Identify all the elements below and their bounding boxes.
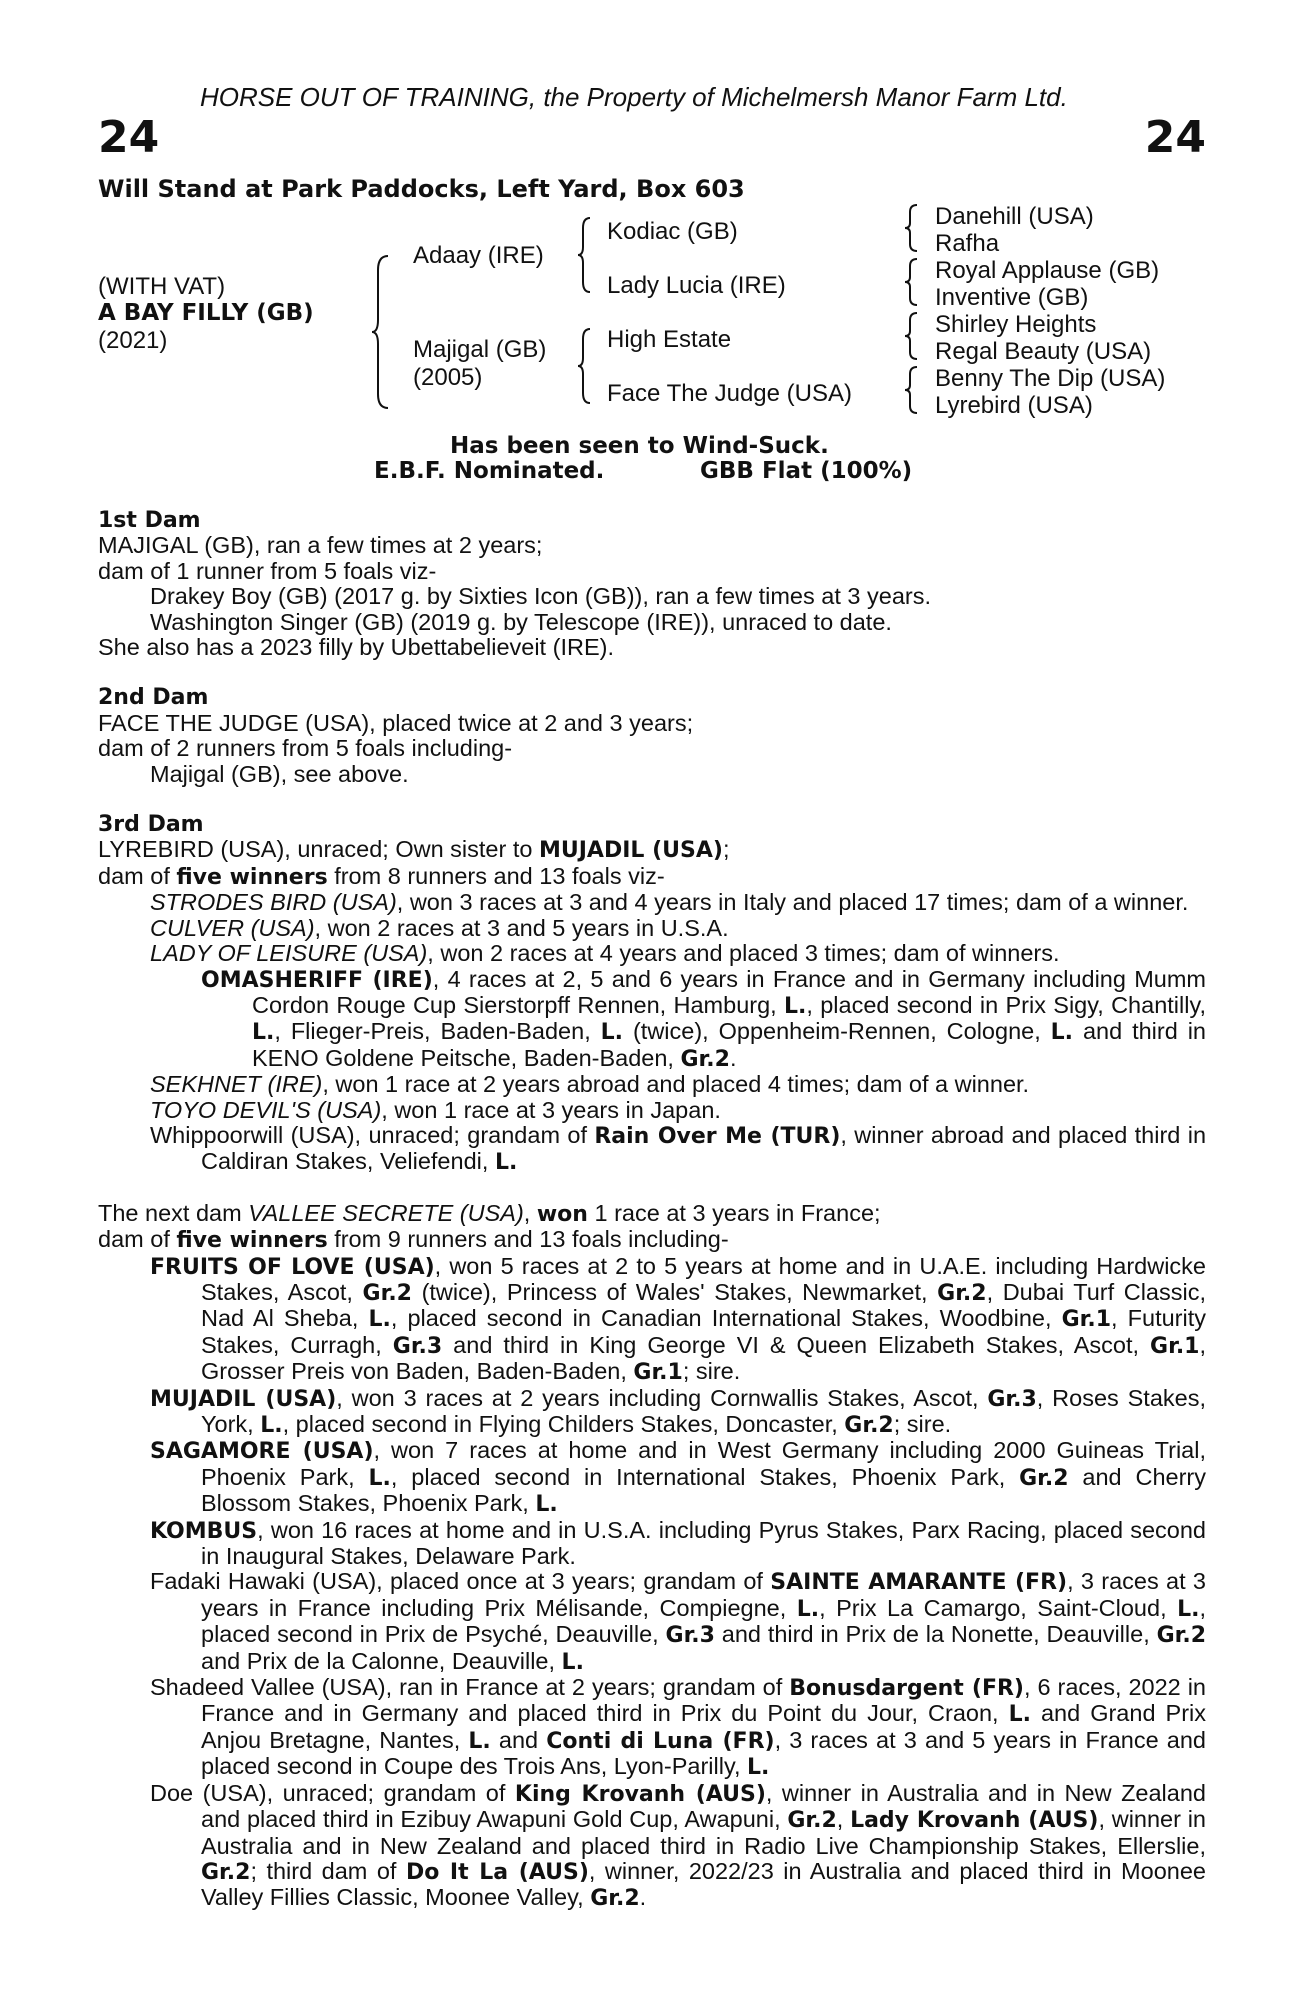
progeny-line: Washington Singer (GB) (2019 g. by Telescope (IRE)), unraced to date.	[150, 608, 892, 635]
g3-name: Danehill (USA)	[935, 203, 1094, 230]
dam-year: (2005)	[413, 364, 483, 391]
dam-dam-name: Face The Judge (USA)	[607, 380, 853, 407]
progeny-line: Drakey Boy (GB) (2017 g. by Sixties Icon (GB)), ran a few times at 3 years.	[150, 583, 931, 610]
g3-name: Inventive (GB)	[935, 284, 1089, 311]
page-header-title: HORSE OUT OF TRAINING, the Property of Michelmersh Manor Farm Ltd.	[200, 82, 1068, 112]
next-dam-line: The next dam VALLEE SECRETE (USA), won 1 race at 3 years in France;	[98, 1199, 881, 1227]
progeny-entry: TOYO DEVIL'S (USA), won 1 race at 3 years in Japan.	[150, 1096, 721, 1123]
progeny-entry: KOMBUS, won 16 races at home and in U.S.A. including Pyrus Stakes, Parx Racing, placed second in Inaugural Stakes, Delaware Park.	[150, 1516, 1206, 1570]
pedigree-bracket-sire	[578, 216, 592, 294]
second-dam-heading: 2nd Dam	[98, 685, 209, 711]
lot-number-right: 24	[1144, 112, 1206, 163]
sire-name: Adaay (IRE)	[413, 242, 544, 269]
g3-name: Benny The Dip (USA)	[935, 365, 1166, 392]
pedigree-bracket-g3-3	[905, 311, 919, 361]
dam-line: dam of 2 runners from 5 foals including-	[98, 735, 513, 762]
g3-name: Regal Beauty (USA)	[935, 338, 1152, 365]
dam-line: dam of five winners from 8 runners and 13 foals viz-	[98, 862, 665, 890]
dam-line: MAJIGAL (GB), ran a few times at 2 years;	[98, 532, 543, 559]
first-dam-heading: 1st Dam	[98, 508, 201, 533]
progeny-entry: Doe (USA), unraced; grandam of King Krovanh (AUS), winner in Australia and in New Zealand and placed third in Ezibuy Awapuni Gold Cup, Awapuni, Gr.2, Lady Krovanh (AUS), winner in Australia and in New Zealand and placed third in Radio Live Championship Stakes, Ellerslie, Gr.2; third dam of Do It La (AUS), winner, 2022/23 in Australia and placed third in Moonee Valley Fillies Classic, Moonee Valley, Gr.2.	[150, 1779, 1206, 1912]
horse-name: A BAY FILLY (GB)	[98, 300, 314, 326]
gbb-note: GBB Flat (100%)	[700, 458, 913, 484]
progeny-entry: STRODES BIRD (USA), won 3 races at 3 and 4 years in Italy and placed 17 times; dam of a winner.	[150, 889, 1189, 916]
dam-line: dam of five winners from 9 runners and 13 foals including-	[98, 1226, 729, 1254]
grandprogeny-entry: OMASHERIFF (IRE), 4 races at 2, 5 and 6 years in France and in Germany including Mumm Cordon Rouge Cup Sierstorpff Rennen, Hamburg, L., placed second in Prix Sigy, Chantilly, L., Flieger-Preis, Baden-Baden, L. (twice), Oppenheim-Rennen, Cologne, L. and third in KENO Goldene Peitsche, Baden-Baden, Gr.2.	[201, 965, 1207, 1072]
g3-name: Shirley Heights	[935, 311, 1097, 338]
progeny-line: Majigal (GB), see above.	[150, 760, 409, 787]
dam-line: FACE THE JUDGE (USA), placed twice at 2 and 3 years;	[98, 709, 694, 736]
progeny-entry: MUJADIL (USA), won 3 races at 2 years including Cornwallis Stakes, Ascot, Gr.3, Roses Stakes, York, L., placed second in Flying Childers Stakes, Doncaster, Gr.2; sire.	[150, 1384, 1206, 1438]
progeny-entry: LADY OF LEISURE (USA), won 2 races at 4 years and placed 3 times; dam of winners.	[150, 940, 1060, 967]
pedigree-bracket-g3-2	[905, 257, 919, 307]
dam-name: Majigal (GB)	[413, 336, 547, 363]
progeny-entry: Shadeed Vallee (USA), ran in France at 2 years; grandam of Bonusdargent (FR), 6 races, 2022 in France and in Germany and placed third in Prix du Point du Jour, Craon, L. and Grand Prix Anjou Bretagne, Nantes, L. and Conti di Luna (FR), 3 races at 3 and 5 years in France and placed second in Coupe des Trois Ans, Lyon-Parilly, L.	[150, 1674, 1206, 1781]
progeny-entry: Whippoorwill (USA), unraced; grandam of Rain Over Me (TUR), winner abroad and placed third in Caldiran Stakes, Veliefendi, L.	[150, 1121, 1207, 1176]
stand-location: Will Stand at Park Paddocks, Left Yard, Box 603	[98, 175, 745, 203]
g3-name: Royal Applause (GB)	[935, 257, 1160, 284]
third-dam-heading: 3rd Dam	[98, 812, 204, 838]
sire-dam-name: Lady Lucia (IRE)	[607, 272, 786, 299]
pedigree-bracket-g3-4	[905, 365, 919, 415]
horse-year: (2021)	[98, 327, 168, 354]
catalogue-body	[98, 508, 1206, 1912]
sire-sire-name: Kodiac (GB)	[607, 218, 738, 245]
progeny-entry: FRUITS OF LOVE (USA), won 5 races at 2 to 5 years at home and in U.A.E. including Hardwicke Stakes, Ascot, Gr.2 (twice), Princess of Wales' Stakes, Newmarket, Gr.2, Dubai Turf Classic, Nad Al Sheba, L., placed second in Canadian International Stakes, Woodbine, Gr.1, Futurity Stakes, Curragh, Gr.3 and third in King George VI & Queen Elizabeth Stakes, Ascot, Gr.1, Grosser Preis von Baden, Baden-Baden, Gr.1; sire.	[150, 1252, 1207, 1386]
progeny-entry: Fadaki Hawaki (USA), placed once at 3 years; grandam of SAINTE AMARANTE (FR), 3 races at 3 years in France including Prix Mélisande, Compiegne, L., Prix La Camargo, Saint-Cloud, L., placed second in Prix de Psyché, Deauville, Gr.3 and third in Prix de la Nonette, Deauville, Gr.2 and Prix de la Calonne, Deauville, L.	[150, 1568, 1206, 1675]
progeny-entry: SAGAMORE (USA), won 7 races at home and in West Germany including 2000 Guineas Trial, Phoenix Park, L., placed second in International Stakes, Phoenix Park, Gr.2 and Cherry Blossom Stakes, Phoenix Park, L.	[150, 1437, 1206, 1518]
g3-name: Rafha	[935, 230, 1000, 257]
dam-line: LYREBIRD (USA), unraced; Own sister to MUJADIL (USA);	[98, 836, 730, 864]
windsuck-note: Has been seen to Wind-Suck.	[450, 433, 829, 459]
ebf-note: E.B.F. Nominated.	[374, 458, 605, 484]
progeny-entry: CULVER (USA), won 2 races at 3 and 5 years in U.S.A.	[150, 914, 729, 941]
vat-label: (WITH VAT)	[98, 273, 226, 300]
lot-number-left: 24	[98, 112, 160, 163]
dam-sire-name: High Estate	[607, 326, 732, 353]
dam-line: dam of 1 runner from 5 foals viz-	[98, 557, 437, 584]
pedigree-bracket-dam	[578, 327, 592, 405]
pedigree-bracket-g3-1	[905, 203, 919, 253]
pedigree-bracket-main	[372, 254, 392, 410]
dam-line: She also has a 2023 filly by Ubettabelieveit (IRE).	[98, 634, 614, 661]
g3-name: Lyrebird (USA)	[935, 392, 1093, 419]
progeny-entry: SEKHNET (IRE), won 1 race at 2 years abroad and placed 4 times; dam of a winner.	[150, 1071, 1030, 1098]
